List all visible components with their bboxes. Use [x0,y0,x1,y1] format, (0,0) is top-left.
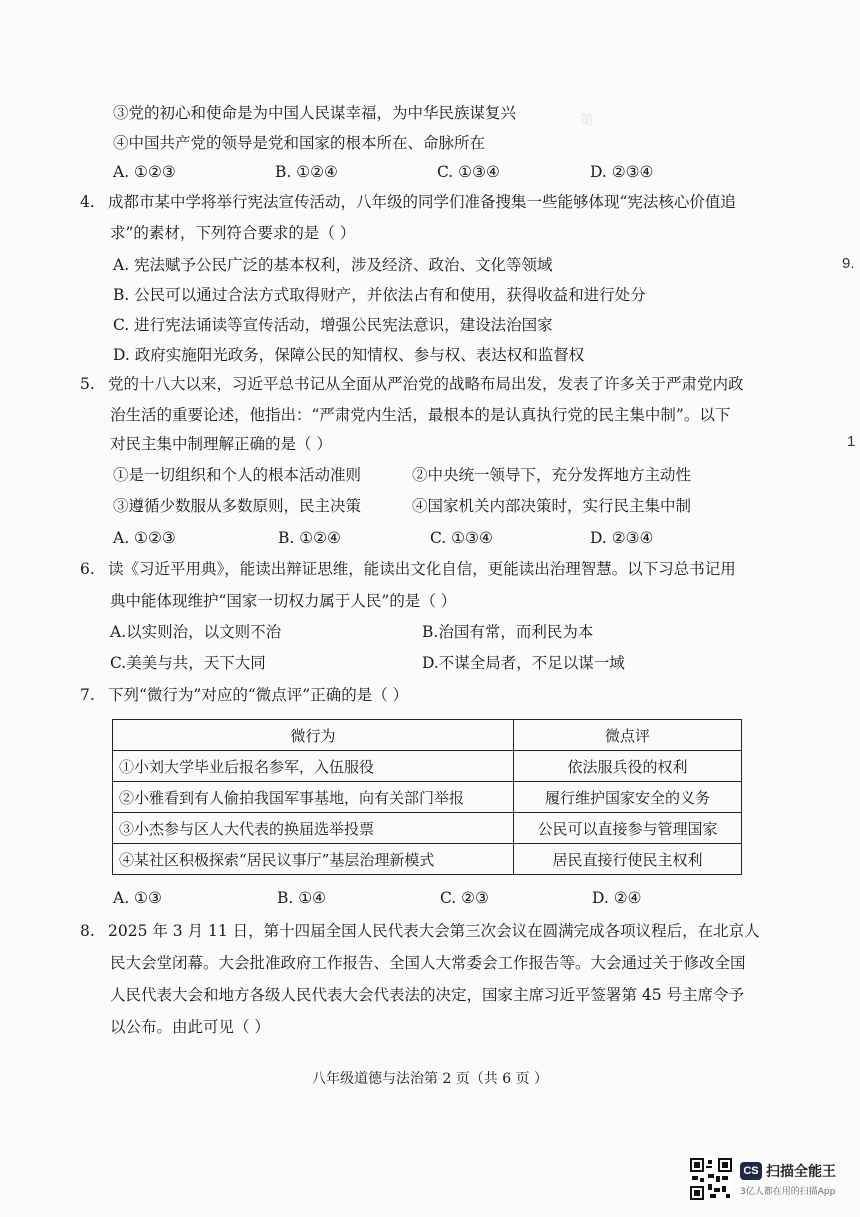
q6-number: 6. [80,560,95,578]
bleed-through: 第 [580,113,594,129]
q5-stem-line-2: 治生活的重要论述，他指出：“严肃党内生活，最根本的是认真执行党的民主集中制”。以下 [110,406,731,424]
table-cell-behavior: ①小刘大学毕业后报名参军，入伍服役 [113,751,514,782]
margin-mark: 9. [842,255,855,272]
q3-option-a: A. ①②③ [113,163,176,181]
table-cell-behavior: ③小杰参与区人大代表的换届选举投票 [113,813,514,844]
q6-stem-line-2: 典中能体现维护“国家一切权力属于人民”的是（ ） [110,592,457,610]
q7-option-b: B. ①④ [277,889,327,907]
q3-item-3: ③党的初心和使命是为中国人民谋幸福，为中华民族谋复兴 [113,104,517,122]
page-footer: 八年级道德与法治第 2 页（共 6 页 ） [311,1071,549,1087]
q3-item-4: ④中国共产党的领导是党和国家的根本所在、命脉所在 [113,134,486,152]
q6-option-a: A.以实则治，以文则不治 [110,623,282,641]
q6-option-d: D.不谋全局者，不足以谋一域 [422,654,625,672]
q5-option-d: D. ②③④ [590,529,654,547]
q4-number: 4. [80,193,95,211]
scanner-tagline: 3亿人都在用的扫描App [740,1187,836,1197]
q5-item-3: ③遵循少数服从多数原则，民主决策 [113,497,362,515]
q5-item-2: ②中央统一领导下，充分发挥地方主动性 [412,466,692,484]
table-cell-behavior: ②小雅看到有人偷拍我国军事基地，向有关部门举报 [113,782,514,813]
q4-stem-line-1: 成都市某中学将举行宪法宣传活动，八年级的同学们准备搜集一些能够体现“宪法核心价值追 [108,193,736,211]
q7-table [112,719,742,875]
table-cell-comment: 依法服兵役的权利 [514,751,742,782]
table-row [113,844,742,875]
q6-option-b: B.治国有常，而利民为本 [422,623,594,641]
scanner-watermark [690,1158,836,1200]
q3-option-b: B. ①②④ [275,163,338,181]
q5-item-1: ①是一切组织和个人的根本活动准则 [113,466,362,484]
q4-stem-line-2: 求”的素材，下列符合要求的是（ ） [110,224,356,242]
q5-item-4: ④国家机关内部决策时，实行民主集中制 [412,497,692,515]
q8-stem-line-4: 以公布。由此可见（ ） [110,1018,270,1036]
q7-number: 7. [80,686,95,704]
table-header-behavior: 微行为 [113,720,514,751]
q7-stem: 下列“微行为”对应的“微点评”正确的是（ ） [108,686,409,704]
table-cell-comment: 公民可以直接参与管理国家 [514,813,742,844]
q6-option-c: C.美美与共，天下大同 [110,654,266,672]
q5-option-c: C. ①③④ [430,529,493,547]
q7-option-a: A. ①③ [113,889,162,907]
q5-option-a: A. ①②③ [113,529,176,547]
q4-option-a: A. 宪法赋予公民广泛的基本权利，涉及经济、政治、文化等领域 [113,256,553,274]
camscanner-logo-icon: CS [740,1162,762,1180]
q7-option-c: C. ②③ [440,889,489,907]
q8-stem-line-1: 2025 年 3 月 11 日，第十四届全国人民代表大会第三次会议在圆满完成各项议程后，在北京人 [108,922,760,940]
table-header-comment: 微点评 [514,720,742,751]
table-row [113,813,742,844]
table-header-row [113,720,742,751]
q5-number: 5. [80,375,95,393]
q4-option-b: B. 公民可以通过合法方式取得财产，并依法占有和使用，获得收益和进行处分 [113,286,646,304]
q7-option-d: D. ②④ [592,889,642,907]
q3-option-d: D. ②③④ [590,163,654,181]
table-row [113,782,742,813]
table-cell-comment: 履行维护国家安全的义务 [514,782,742,813]
table-cell-comment: 居民直接行使民主权利 [514,844,742,875]
q8-stem-line-2: 民大会堂闭幕。大会批准政府工作报告、全国人大常委会工作报告等。大会通过关于修改全国 [110,954,746,972]
table-row [113,751,742,782]
q3-option-c: C. ①③④ [437,163,500,181]
q5-stem-line-1: 党的十八大以来，习近平总书记从全面从严治党的战略布局出发，发表了许多关于严肃党内政 [108,375,744,393]
q4-option-c: C. 进行宪法诵读等宣传活动，增强公民宪法意识，建设法治国家 [113,316,553,334]
table-cell-behavior: ④某社区积极探索“居民议事厅”基层治理新模式 [113,844,514,875]
q6-stem-line-1: 读《习近平用典》，能读出辩证思维，能读出文化自信，更能读出治理智慧。以下习总书记用 [108,560,736,578]
q8-number: 8. [80,922,95,940]
q8-stem-line-3: 人民代表大会和地方各级人民代表大会代表法的决定，国家主席习近平签署第 45 号主席令予 [110,986,745,1004]
q5-option-b: B. ①②④ [278,529,341,547]
q4-option-d: D. 政府实施阳光政务，保障公民的知情权、参与权、表达权和监督权 [113,346,585,364]
scanner-app-name: 扫描全能王 [766,1164,836,1180]
q5-stem-line-3: 对民主集中制理解正确的是（ ） [110,435,332,453]
qr-code-icon [690,1158,732,1200]
margin-mark: 1 [847,433,856,450]
